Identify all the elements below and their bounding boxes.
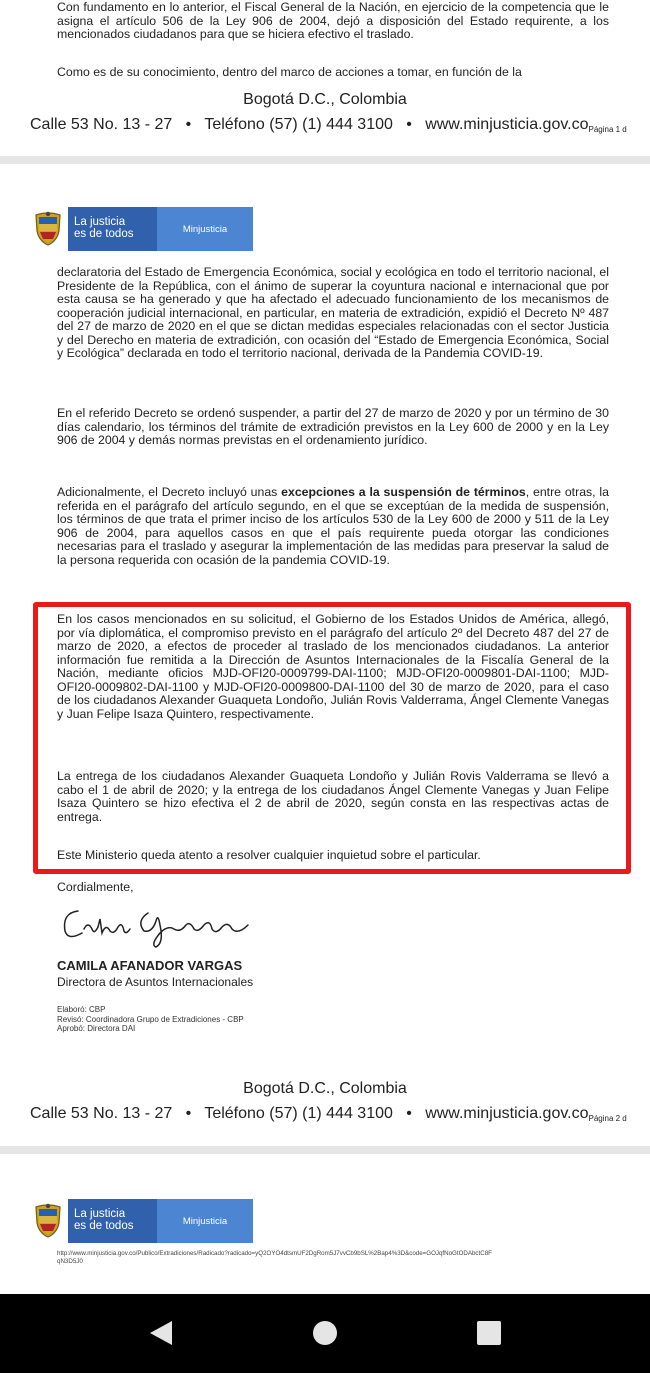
page-separator: [0, 156, 650, 164]
verification-url[interactable]: http://www.minjusticia.gov.co/Publico/Extradiciones/Radicado?radicado=yQ2OYO4dtsmUF2DgRom5J7vvCb9bSL%2Bap4%3D&code=GOJqfNoGtODAbctC8F qN3D5J0: [57, 1250, 492, 1265]
paragraph-decree-suspension: En el referido Decreto se ordenó suspender, a partir del 27 de marzo de 2020 y por un término de 30 días calendario, los términos del trámite de extradición previstos en la Ley 600 de 2000 y en la Ley 906 de 2004 y demás normas previstas en el ordenamiento jurídico.: [57, 406, 609, 447]
bullet: •: [176, 1105, 201, 1122]
page-separator: [0, 1146, 650, 1154]
footer-website[interactable]: www.minjusticia.gov.co: [425, 116, 589, 133]
signer-title: Directora de Asuntos Internacionales: [57, 975, 254, 989]
document-page-2: [0, 164, 650, 1146]
paragraph-disposition: Con fundamento en lo anterior, el Fiscal General de la Nación, en ejercicio de la competencia que le asigna el artículo 506 de la Ley 906 de 2004, dejó a disposición del Estado requirente, a los mencionados ciudadanos para que se hiciera efectivo el traslado.: [57, 0, 609, 41]
minjusticia-logo: [28, 206, 253, 252]
footer-address: Calle 53 No. 13 - 27: [30, 1105, 173, 1122]
footer-city: Bogotá D.C., Colombia: [243, 91, 407, 108]
paragraph-commitment: En los casos mencionados en su solicitud, el Gobierno de los Estados Unidos de América, allegó, por vía diplomática, el compromiso previsto en el parágrafo del artículo 2º del Decreto 487 del 27 de marzo de 2020, a efectos de proceder al traslado de los mencionados ciudadanos. La anterior información fue remitida a la Dirección de Asuntos Internacionales de la Fiscalía General de la Nación, mediante oficios MJD-OFI20-0009799-DAI-1100; MJD-OFI20-0009801-DAI-1100; MJD-OFI20-0009802-DAI-1100 y MJD-OFI20-0009800-DAI-1100 del 30 de marzo de 2020, para el caso de los ciudadanos Alexander Guaqueta Londoño, Julián Rovis Valderrama, Ángel Clemente Vanegas y Juan Felipe Isaza Quintero, respectivamente.: [57, 612, 609, 721]
footer-website[interactable]: www.minjusticia.gov.co: [425, 1105, 589, 1122]
logo-banner: [68, 207, 253, 251]
footer-city: Bogotá D.C., Colombia: [243, 1080, 407, 1097]
system-navigation-bar: [0, 1294, 650, 1373]
footer-contact-line: [30, 116, 627, 134]
paragraph-emergency: declaratoria del Estado de Emergencia Económica, social y ecológica en todo el territorio nacional, el Presidente de la República, con el ánimo de superar la coyuntura nacional e internacional que por esta causa se ha generado y que ha afectado el adecuado funcionamiento de los mecanismos de cooperación judicial internacional, en particular, en materia de extradición, expidió el Decreto Nº 487 del 27 de marzo de 2020 en el que se dictan medidas especiales relacionadas con el sector Justicia y del Derecho en materia de extradición, con ocasión del “Estado de Emergencia Económica, Social y Ecológica” declarada en todo el territorio nacional, derivada de la Pandemia COVID-19.: [57, 265, 609, 360]
bullet: •: [397, 1105, 421, 1122]
exceptions-bold: excepciones a la suspensión de términos: [281, 485, 526, 499]
minjusticia-logo: [28, 1198, 253, 1244]
recents-icon[interactable]: [474, 1318, 504, 1348]
paragraph-exceptions: Adicionalmente, el Decreto incluyó unas excepciones a la suspensión de términos, entre otras, la referida en el parágrafo del artículo segundo, en el que se exceptúan de la medida de suspensión, los términos de que trata el primer inciso de los artículos 530 de la Ley 600 de 2000 y 511 de la Ley 906 de 2004, para aquellos casos en que el país requirente pueda otorgar las condiciones necesarias para el traslado y asegurar la implementación de las medidas para preservar la salud de la persona requerida con ocasión de la pandemia COVID-19.: [57, 485, 609, 567]
logo-slogan: La justicia es de todos: [68, 1199, 157, 1243]
back-icon[interactable]: [146, 1318, 176, 1348]
document-page-3: [0, 1154, 650, 1294]
footer-page-number: Página 2 d: [588, 1114, 627, 1123]
logo-brand: Minjusticia: [157, 207, 253, 251]
home-icon[interactable]: [310, 1318, 340, 1348]
logo-banner: [68, 1199, 253, 1243]
credit-elaboro: Elaboró: CBP: [57, 1005, 106, 1014]
logo-brand: Minjusticia: [157, 1199, 253, 1243]
paragraph-delivery: La entrega de los ciudadanos Alexander Guaqueta Londoño y Julián Rovis Valderrama se llevó a cabo el 1 de abril de 2020; y la entrega de los ciudadanos Ángel Clemente Vanegas y Juan Felipe Isaza Quintero se hizo efectiva el 2 de abril de 2020, según consta en las respectivas actas de entrega.: [57, 769, 609, 824]
paragraph-closing-note: Este Ministerio queda atento a resolver cualquier inquietud sobre el particular.: [57, 848, 481, 862]
credit-reviso: Revisó: Coordinadora Grupo de Extradiciones - CBP: [57, 1014, 244, 1024]
bullet: •: [176, 116, 201, 133]
logo-slogan: La justicia es de todos: [68, 207, 157, 251]
paragraph-truncated: Como es de su conocimiento, dentro del marco de acciones a tomar, en función de la: [57, 65, 522, 79]
colombia-crest-icon: [28, 209, 68, 249]
footer-phone: Teléfono (57) (1) 444 3100: [204, 116, 393, 133]
credits-block: [57, 1005, 244, 1034]
footer-phone: Teléfono (57) (1) 444 3100: [204, 1105, 393, 1122]
signer-name: CAMILA AFANADOR VARGAS: [57, 958, 243, 973]
footer-contact-line: [30, 1105, 627, 1123]
footer-page-number: Página 1 d: [588, 125, 627, 134]
handwritten-signature: [60, 899, 270, 951]
credit-aprobo: Aprobó: Directora DAI: [57, 1024, 136, 1033]
colombia-crest-icon: [28, 1201, 68, 1241]
bullet: •: [397, 116, 421, 133]
document-page-1: [0, 0, 650, 156]
closing-salutation: Cordialmente,: [57, 880, 134, 894]
footer-address: Calle 53 No. 13 - 27: [30, 116, 173, 133]
